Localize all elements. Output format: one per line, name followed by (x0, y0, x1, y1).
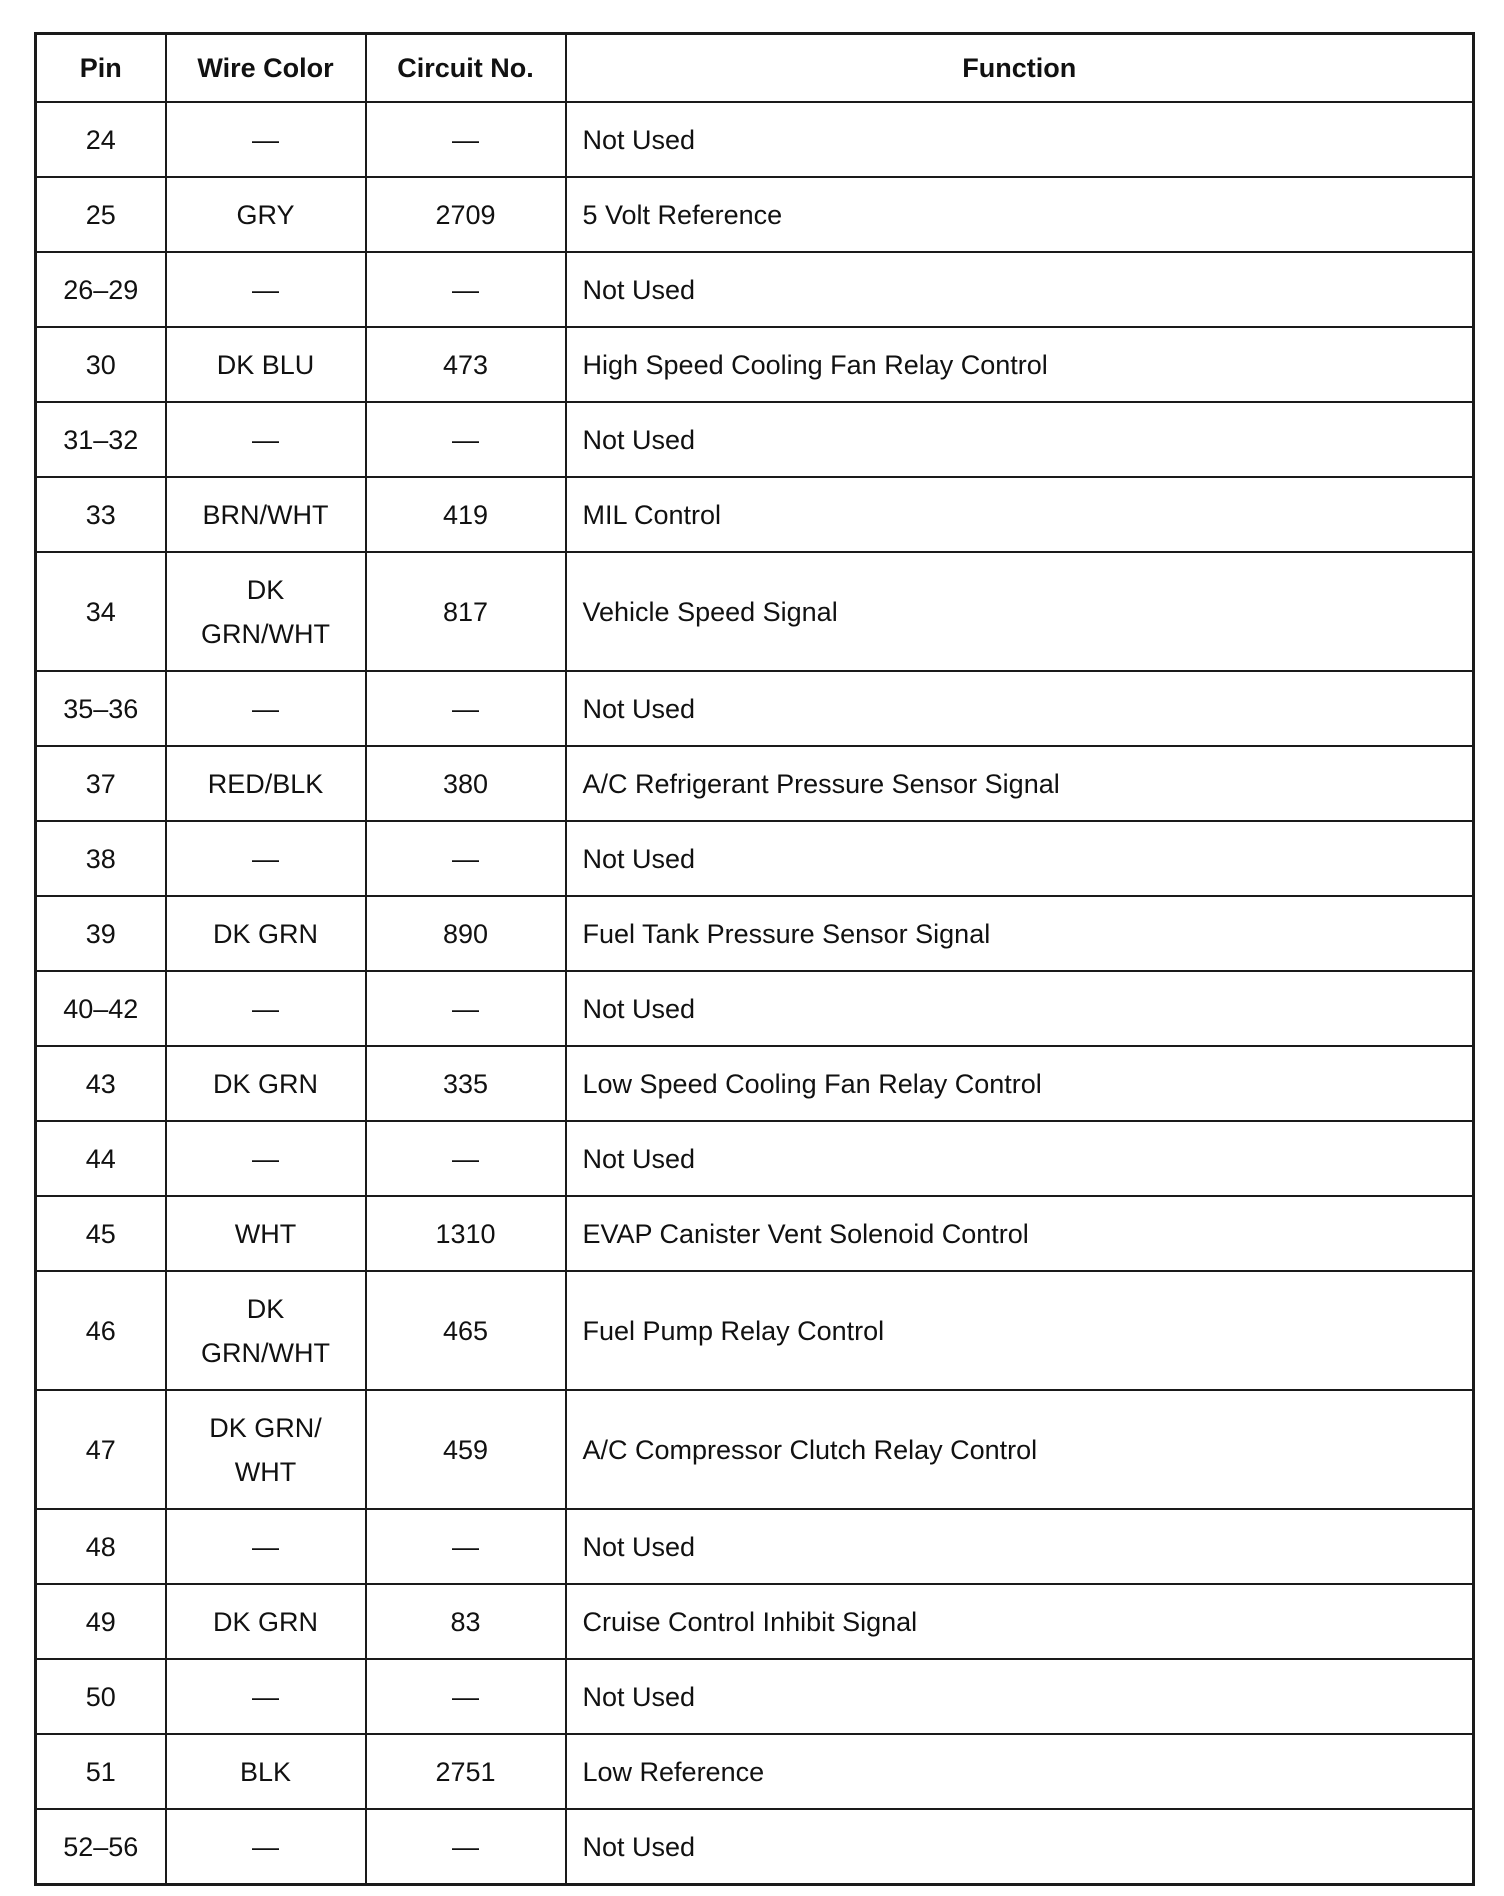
header-pin: Pin (36, 34, 166, 103)
table-header-row (36, 34, 1474, 103)
table-row (36, 477, 1474, 552)
table-row (36, 102, 1474, 177)
table-row (36, 1584, 1474, 1659)
function-cell: Not Used (566, 1809, 1474, 1885)
pin-cell: 50 (36, 1659, 166, 1734)
wire-color-cell: DK GRN/WHT (166, 1271, 366, 1390)
function-cell: Cruise Control Inhibit Signal (566, 1584, 1474, 1659)
pin-cell: 33 (36, 477, 166, 552)
function-cell: A/C Compressor Clutch Relay Control (566, 1390, 1474, 1509)
function-cell: Not Used (566, 102, 1474, 177)
table-row (36, 327, 1474, 402)
table-row (36, 552, 1474, 671)
pin-function-table (34, 32, 1475, 1886)
circuit-cell: 459 (366, 1390, 566, 1509)
table-row (36, 402, 1474, 477)
table-row (36, 1509, 1474, 1584)
table-row (36, 1809, 1474, 1885)
function-cell: Low Reference (566, 1734, 1474, 1809)
wire-color-cell: — (166, 821, 366, 896)
pin-cell: 38 (36, 821, 166, 896)
wire-color-cell: — (166, 1809, 366, 1885)
pin-cell: 47 (36, 1390, 166, 1509)
circuit-cell: 817 (366, 552, 566, 671)
pin-cell: 39 (36, 896, 166, 971)
pin-cell: 35–36 (36, 671, 166, 746)
table-row (36, 1271, 1474, 1390)
pin-cell: 49 (36, 1584, 166, 1659)
header-function: Function (566, 34, 1474, 103)
function-cell: Not Used (566, 402, 1474, 477)
function-cell: Not Used (566, 1121, 1474, 1196)
function-cell: Fuel Tank Pressure Sensor Signal (566, 896, 1474, 971)
function-cell: Not Used (566, 1509, 1474, 1584)
wire-color-cell: DK GRN/ WHT (166, 1390, 366, 1509)
pin-cell: 37 (36, 746, 166, 821)
table-row (36, 896, 1474, 971)
circuit-cell: — (366, 252, 566, 327)
function-cell: Vehicle Speed Signal (566, 552, 1474, 671)
pin-cell: 40–42 (36, 971, 166, 1046)
table-row (36, 671, 1474, 746)
wire-color-cell: BLK (166, 1734, 366, 1809)
pin-cell: 31–32 (36, 402, 166, 477)
function-cell: EVAP Canister Vent Solenoid Control (566, 1196, 1474, 1271)
table-row (36, 1390, 1474, 1509)
pin-cell: 30 (36, 327, 166, 402)
table-row (36, 1046, 1474, 1121)
circuit-cell: 1310 (366, 1196, 566, 1271)
pin-cell: 34 (36, 552, 166, 671)
wire-color-cell: — (166, 1509, 366, 1584)
circuit-cell: 473 (366, 327, 566, 402)
circuit-cell: — (366, 102, 566, 177)
function-cell: Not Used (566, 821, 1474, 896)
pin-cell: 25 (36, 177, 166, 252)
wire-color-cell: RED/BLK (166, 746, 366, 821)
wire-color-cell: DK GRN (166, 896, 366, 971)
pin-cell: 46 (36, 1271, 166, 1390)
function-cell: 5 Volt Reference (566, 177, 1474, 252)
wire-color-cell: — (166, 1659, 366, 1734)
circuit-cell: 465 (366, 1271, 566, 1390)
circuit-cell: 2709 (366, 177, 566, 252)
circuit-cell: 2751 (366, 1734, 566, 1809)
circuit-cell: — (366, 671, 566, 746)
table-row (36, 252, 1474, 327)
pin-cell: 52–56 (36, 1809, 166, 1885)
wire-color-cell: — (166, 1121, 366, 1196)
wire-color-cell: — (166, 252, 366, 327)
function-cell: Not Used (566, 971, 1474, 1046)
wire-color-cell: — (166, 402, 366, 477)
wire-color-cell: — (166, 671, 366, 746)
function-cell: Not Used (566, 671, 1474, 746)
function-cell: High Speed Cooling Fan Relay Control (566, 327, 1474, 402)
wire-color-cell: DK GRN/WHT (166, 552, 366, 671)
table-row (36, 746, 1474, 821)
wire-color-cell: WHT (166, 1196, 366, 1271)
wire-color-cell: DK BLU (166, 327, 366, 402)
pin-cell: 43 (36, 1046, 166, 1121)
circuit-cell: — (366, 402, 566, 477)
circuit-cell: 380 (366, 746, 566, 821)
header-wire-color: Wire Color (166, 34, 366, 103)
function-cell: A/C Refrigerant Pressure Sensor Signal (566, 746, 1474, 821)
pin-cell: 26–29 (36, 252, 166, 327)
circuit-cell: 890 (366, 896, 566, 971)
wire-color-cell: BRN/WHT (166, 477, 366, 552)
table-row (36, 821, 1474, 896)
pin-cell: 44 (36, 1121, 166, 1196)
function-cell: MIL Control (566, 477, 1474, 552)
wire-color-cell: GRY (166, 177, 366, 252)
circuit-cell: — (366, 1509, 566, 1584)
function-cell: Fuel Pump Relay Control (566, 1271, 1474, 1390)
pin-cell: 24 (36, 102, 166, 177)
wire-color-cell: DK GRN (166, 1584, 366, 1659)
circuit-cell: — (366, 1659, 566, 1734)
function-cell: Not Used (566, 252, 1474, 327)
pin-cell: 45 (36, 1196, 166, 1271)
circuit-cell: — (366, 1809, 566, 1885)
circuit-cell: 335 (366, 1046, 566, 1121)
wire-color-cell: DK GRN (166, 1046, 366, 1121)
table-row (36, 1121, 1474, 1196)
wire-color-cell: — (166, 971, 366, 1046)
circuit-cell: 419 (366, 477, 566, 552)
circuit-cell: — (366, 821, 566, 896)
table-row (36, 1734, 1474, 1809)
circuit-cell: — (366, 971, 566, 1046)
table-row (36, 1659, 1474, 1734)
circuit-cell: 83 (366, 1584, 566, 1659)
table-row (36, 1196, 1474, 1271)
circuit-cell: — (366, 1121, 566, 1196)
header-circuit-no: Circuit No. (366, 34, 566, 103)
pin-cell: 48 (36, 1509, 166, 1584)
table-row (36, 177, 1474, 252)
table-row (36, 971, 1474, 1046)
pin-cell: 51 (36, 1734, 166, 1809)
wire-color-cell: — (166, 102, 366, 177)
function-cell: Not Used (566, 1659, 1474, 1734)
function-cell: Low Speed Cooling Fan Relay Control (566, 1046, 1474, 1121)
